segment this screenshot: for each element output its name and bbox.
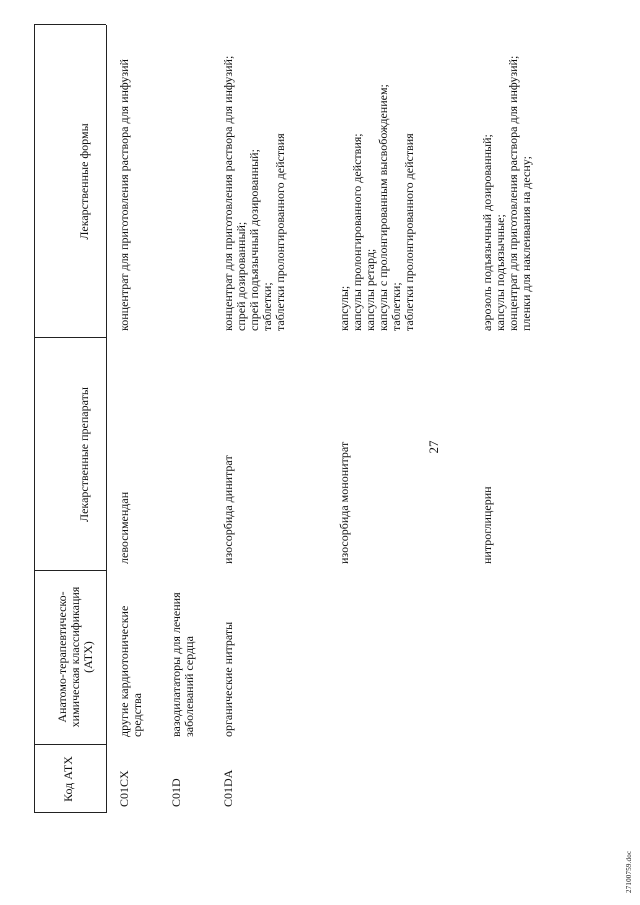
row-3-forms: концентрат для приготовления раствора для инфузий; спрей дозированный; спрей подъязычный дозированный; таблетки; таблетки пролонгированного действия [221, 55, 287, 331]
row-2-class: вазодилататоры для лечения заболеваний сердца [169, 592, 196, 737]
file-reference: 27100759.doc [625, 850, 633, 893]
table-top-border [34, 25, 35, 813]
row-4-drug: изосорбида мононитрат [337, 441, 351, 564]
header-code: Код АТХ [61, 756, 75, 802]
column-divider-3 [34, 337, 106, 338]
row-4-forms: капсулы; капсулы пролонгированного действия; капсулы ретард; капсулы с пролонгированным высвобождением; таблетки; таблетки пролонгированного действия [337, 84, 416, 331]
page-number: 27 [426, 440, 441, 454]
row-3-class: органические нитраты [221, 621, 235, 737]
row-5-forms: аэрозоль подъязычный дозированный; капсулы подъязычные; концентрат для приготовления раствора для инфузий; пленки для наклеивания на десну; [480, 55, 533, 331]
row-2-code: C01D [169, 778, 183, 807]
header-bottom-border [106, 25, 107, 813]
row-5-drug: нитроглицерин [480, 486, 494, 564]
row-1-code: C01CX [117, 770, 131, 807]
row-1-drug: левосимендан [117, 491, 131, 564]
row-1-class: другие кардиотонические средства [117, 605, 144, 737]
row-3-code: C01DA [221, 769, 235, 807]
header-drugs: Лекарственные препараты [77, 387, 91, 522]
header-forms: Лекарственные формы [77, 123, 91, 240]
row-1-forms: концентрат для приготовления раствора для инфузий [117, 59, 131, 331]
row-3-drug: изосорбида динитрат [221, 455, 235, 564]
header-classification: Анатомо-терапевтическо-химическая классификация (АТХ) [55, 586, 95, 728]
column-divider-2 [34, 570, 106, 571]
table-right-border [34, 24, 106, 25]
